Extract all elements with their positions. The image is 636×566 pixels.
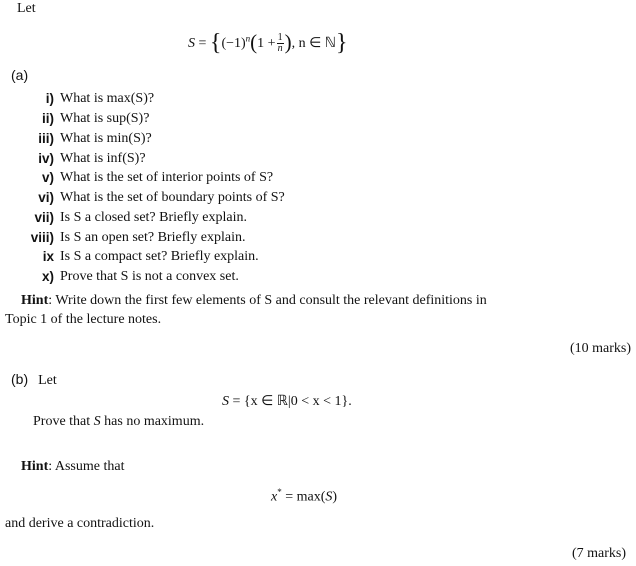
question-number: viii) [30, 230, 54, 245]
one-plus: 1 + [257, 36, 276, 51]
hint-b-text: : Assume that [48, 459, 125, 474]
hint-b [21, 459, 124, 475]
question-text: Prove that S is not a convex set. [60, 269, 239, 284]
prove-text: Prove that [33, 414, 94, 429]
question-number: x) [41, 269, 54, 284]
question-number: v) [41, 170, 54, 185]
question-text: Is S an open set? Briefly explain. [60, 230, 246, 245]
hint-a-label: Hint [21, 293, 49, 308]
prove-var: S [93, 414, 101, 429]
question-number: i) [45, 91, 54, 106]
fraction [277, 33, 284, 54]
fraction-denominator: n [277, 43, 283, 55]
marks-b: (7 marks) [571, 546, 626, 561]
hint-b-label: Hint [21, 459, 49, 474]
set-formula [188, 30, 348, 57]
question-number: iv) [38, 151, 54, 166]
right-paren: ) [284, 30, 292, 54]
part-a-label: (a) [11, 67, 29, 83]
xstar-var: x [271, 489, 278, 505]
question-number: vi) [38, 190, 54, 205]
prove-tail: has no maximum. [100, 414, 205, 429]
question-text: What is the set of interior points of S? [60, 170, 274, 185]
question-text: What is min(S)? [60, 131, 152, 146]
set-b-lhs: S [222, 394, 229, 409]
term-a: (−1) [221, 36, 246, 51]
xstar-star: * [277, 487, 282, 497]
part-b-let: Let [38, 373, 57, 388]
xstar-formula [271, 487, 337, 506]
derive-text: and derive a contradiction. [5, 516, 155, 531]
set-lhs: S [188, 36, 195, 51]
fraction-numerator: 1 [277, 32, 283, 44]
question-number: ix [42, 249, 54, 264]
intro-let: Let [17, 1, 36, 16]
xstar-set: S [325, 489, 333, 505]
xstar-eq: = max( [281, 489, 326, 505]
xstar-close: ) [332, 489, 338, 505]
marks-a: (10 marks) [569, 341, 631, 356]
term-exponent: n [245, 33, 251, 44]
question-text: Is S a compact set? Briefly explain. [60, 249, 259, 264]
equals-sign: = [198, 36, 210, 51]
right-brace: } [335, 30, 348, 56]
hint-a [21, 293, 487, 309]
question-text: What is inf(S)? [60, 151, 146, 166]
question-number: vii) [34, 210, 54, 225]
hint-a-line2: Topic 1 of the lecture notes. [5, 312, 162, 327]
hint-a-text: : Write down the first few elements of S and consult the relevant definitions in [48, 293, 487, 308]
set-b-rhs: = {x ∈ ℝ|0 < x < 1}. [229, 394, 352, 409]
question-text: What is the set of boundary points of S? [60, 190, 285, 205]
set-tail: , n ∈ ℕ [291, 36, 336, 51]
part-b-header [11, 371, 57, 389]
part-b-label: (b) [11, 371, 29, 387]
question-text: Is S a closed set? Briefly explain. [60, 210, 248, 225]
set-b-formula [222, 393, 352, 410]
question-number: ii) [42, 111, 54, 126]
left-paren: ( [250, 30, 258, 54]
left-brace: { [209, 30, 222, 56]
prove-statement [33, 414, 204, 430]
question-text: What is max(S)? [60, 91, 155, 106]
question-text: What is sup(S)? [60, 111, 150, 126]
question-number: iii) [38, 131, 54, 146]
